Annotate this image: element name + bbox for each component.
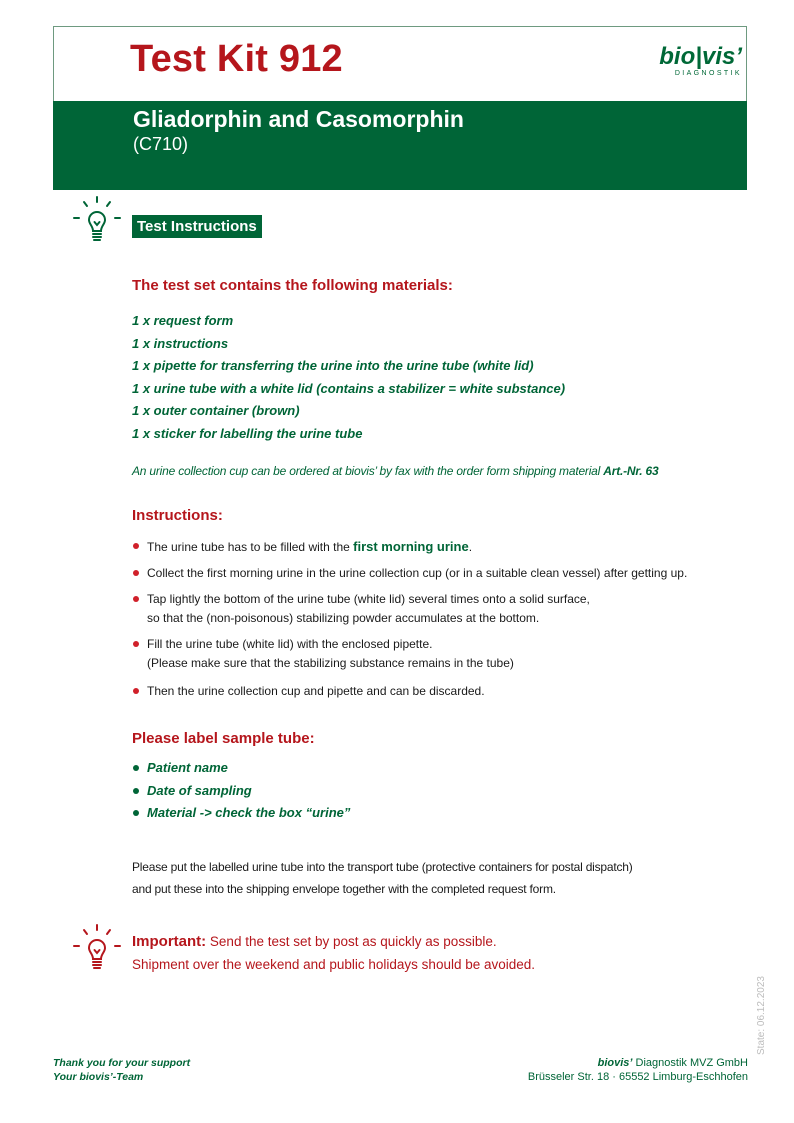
- important-line: Shipment over the weekend and public holidays should be avoided.: [132, 957, 536, 972]
- step-line: (Please make sure that the stabilizing substance remains in the tube): [147, 656, 514, 670]
- test-instructions-label: Test Instructions: [132, 215, 262, 238]
- footer-line: Thank you for your support: [53, 1057, 191, 1069]
- important-line: Send the test set by post as quickly as possible.: [206, 934, 497, 949]
- list-item: Patient name: [132, 759, 350, 782]
- collection-cup-note: [132, 464, 658, 478]
- label-list: [132, 759, 350, 827]
- list-item: Material -> check the box “urine”: [132, 804, 350, 827]
- footer-address: [528, 1056, 748, 1084]
- instructions-list: [132, 537, 732, 701]
- first-morning-urine: first morning urine: [353, 539, 469, 554]
- list-item: Collect the first morning urine in the urine collection cup (or in a suitable clean vessel) after getting up.: [132, 564, 732, 583]
- test-name: Gliadorphin and Casomorphin: [133, 106, 464, 132]
- kit-title: Test Kit 912: [130, 38, 343, 80]
- title-banner: [53, 101, 747, 190]
- step-text: The urine tube has to be filled with the: [147, 540, 354, 554]
- footer-brand: biovis’: [597, 1057, 633, 1069]
- paragraph-line: Please put the labelled urine tube into the transport tube (protective containers for postal dispatch): [132, 860, 633, 874]
- state-date: State: 06.12.2023: [756, 976, 767, 1055]
- biovis-logo: [659, 44, 742, 77]
- materials-heading: The test set contains the following materials:: [132, 277, 453, 294]
- lightbulb-icon: [72, 196, 122, 248]
- list-item: Then the urine collection cup and pipette and can be discarded.: [132, 682, 732, 701]
- list-item: [132, 635, 732, 673]
- list-item: 1 x request form: [132, 313, 234, 328]
- article-number: Art.-Nr. 63: [603, 464, 659, 478]
- list-item: 1 x pipette for transferring the urine into the urine tube (white lid): [132, 358, 534, 374]
- step-text-end: .: [468, 540, 473, 554]
- test-code: (C710): [133, 134, 189, 154]
- paragraph-line: and put these into the shipping envelope together with the completed request form.: [132, 882, 556, 896]
- transport-paragraph: [132, 856, 633, 900]
- lightbulb-icon: [72, 924, 122, 976]
- materials-list: [132, 312, 565, 448]
- list-item: [132, 537, 732, 557]
- list-item: 1 x outer container (brown): [132, 403, 300, 419]
- step-line: Tap lightly the bottom of the urine tube (white lid) several times onto a solid surface,: [147, 592, 590, 606]
- list-item: 1 x sticker for labelling the urine tube: [132, 425, 363, 441]
- list-item: 1 x instructions: [132, 335, 229, 351]
- important-notice: [132, 930, 535, 976]
- step-line: Fill the urine tube (white lid) with the enclosed pipette.: [147, 637, 433, 651]
- footer-street: Brüsseler Str. 18 · 65552 Limburg-Eschhofen: [527, 1071, 748, 1083]
- note-text: An urine collection cup can be ordered at biovis’ by fax with the order form shipping material: [132, 464, 604, 478]
- list-item: [132, 590, 732, 628]
- footer-thanks: [53, 1056, 190, 1084]
- footer-company-name: Diagnostik MVZ GmbH: [632, 1057, 748, 1069]
- list-item: Date of sampling: [132, 782, 350, 805]
- logo-subtitle: DIAGNOSTIK: [674, 70, 742, 77]
- instructions-heading: Instructions:: [132, 507, 223, 524]
- footer-company: [528, 1056, 748, 1070]
- list-item: 1 x urine tube with a white lid (contains a stabilizer = white substance): [132, 380, 566, 396]
- label-heading: Please label sample tube:: [132, 730, 315, 747]
- step-line: so that the (non-poisonous) stabilizing powder accumulates at the bottom.: [147, 611, 540, 625]
- important-label: Important:: [132, 933, 207, 950]
- logo-word: bio|vis’: [659, 43, 742, 70]
- footer-line: Your biovis’-Team: [53, 1071, 144, 1083]
